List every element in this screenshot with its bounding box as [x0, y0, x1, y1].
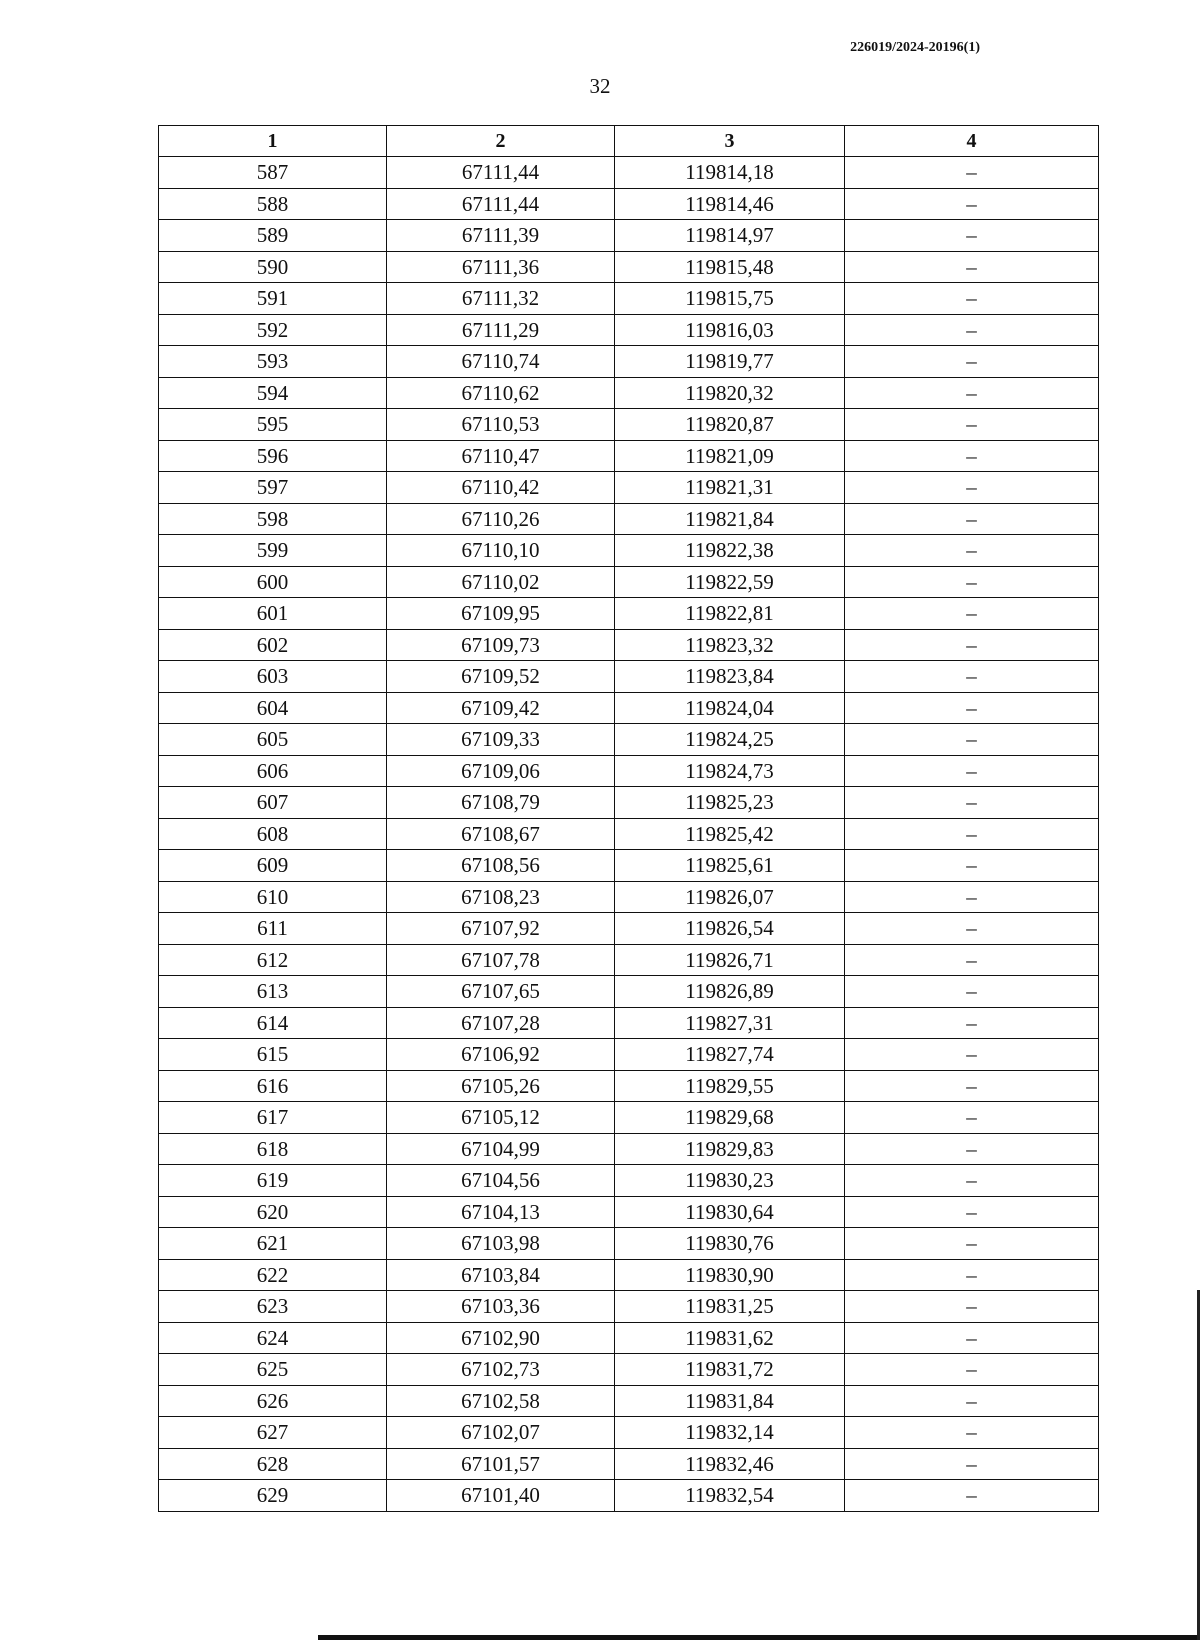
table-row	[159, 220, 1099, 252]
note-cell: –	[845, 566, 1099, 598]
x-coordinate-cell: 67110,02	[387, 566, 615, 598]
point-number-cell: 615	[159, 1039, 387, 1071]
table-row	[159, 1102, 1099, 1134]
point-number-cell: 623	[159, 1291, 387, 1323]
x-coordinate-cell: 67107,78	[387, 944, 615, 976]
x-coordinate-cell: 67103,84	[387, 1259, 615, 1291]
table-row	[159, 1448, 1099, 1480]
note-cell: –	[845, 661, 1099, 693]
y-coordinate-cell: 119827,31	[615, 1007, 845, 1039]
column-header: 4	[845, 126, 1099, 157]
y-coordinate-cell: 119826,71	[615, 944, 845, 976]
y-coordinate-cell: 119829,68	[615, 1102, 845, 1134]
table-row	[159, 850, 1099, 882]
note-cell: –	[845, 881, 1099, 913]
point-number-cell: 624	[159, 1322, 387, 1354]
point-number-cell: 604	[159, 692, 387, 724]
y-coordinate-cell: 119832,54	[615, 1480, 845, 1512]
x-coordinate-cell: 67110,26	[387, 503, 615, 535]
x-coordinate-cell: 67102,90	[387, 1322, 615, 1354]
note-cell: –	[845, 598, 1099, 630]
point-number-cell: 627	[159, 1417, 387, 1449]
y-coordinate-cell: 119824,04	[615, 692, 845, 724]
point-number-cell: 618	[159, 1133, 387, 1165]
point-number-cell: 603	[159, 661, 387, 693]
point-number-cell: 611	[159, 913, 387, 945]
x-coordinate-cell: 67109,73	[387, 629, 615, 661]
y-coordinate-cell: 119815,48	[615, 251, 845, 283]
table-row	[159, 598, 1099, 630]
table-row	[159, 787, 1099, 819]
point-number-cell: 599	[159, 535, 387, 567]
point-number-cell: 626	[159, 1385, 387, 1417]
point-number-cell: 598	[159, 503, 387, 535]
table-body	[159, 157, 1099, 1512]
coordinates-table	[158, 125, 1099, 1512]
point-number-cell: 602	[159, 629, 387, 661]
x-coordinate-cell: 67110,62	[387, 377, 615, 409]
table-row	[159, 346, 1099, 378]
table-row	[159, 1417, 1099, 1449]
y-coordinate-cell: 119820,32	[615, 377, 845, 409]
note-cell: –	[845, 314, 1099, 346]
point-number-cell: 589	[159, 220, 387, 252]
note-cell: –	[845, 1291, 1099, 1323]
y-coordinate-cell: 119819,77	[615, 346, 845, 378]
point-number-cell: 609	[159, 850, 387, 882]
note-cell: –	[845, 283, 1099, 315]
x-coordinate-cell: 67109,33	[387, 724, 615, 756]
table-row	[159, 755, 1099, 787]
point-number-cell: 606	[159, 755, 387, 787]
note-cell: –	[845, 188, 1099, 220]
x-coordinate-cell: 67102,07	[387, 1417, 615, 1449]
x-coordinate-cell: 67103,36	[387, 1291, 615, 1323]
table-row	[159, 251, 1099, 283]
x-coordinate-cell: 67107,92	[387, 913, 615, 945]
table-row	[159, 818, 1099, 850]
note-cell: –	[845, 1228, 1099, 1260]
y-coordinate-cell: 119823,84	[615, 661, 845, 693]
y-coordinate-cell: 119821,09	[615, 440, 845, 472]
table-row	[159, 692, 1099, 724]
x-coordinate-cell: 67111,44	[387, 157, 615, 189]
point-number-cell: 610	[159, 881, 387, 913]
point-number-cell: 596	[159, 440, 387, 472]
x-coordinate-cell: 67109,06	[387, 755, 615, 787]
note-cell: –	[845, 1039, 1099, 1071]
x-coordinate-cell: 67109,42	[387, 692, 615, 724]
x-coordinate-cell: 67111,32	[387, 283, 615, 315]
note-cell: –	[845, 629, 1099, 661]
x-coordinate-cell: 67110,74	[387, 346, 615, 378]
y-coordinate-cell: 119814,46	[615, 188, 845, 220]
y-coordinate-cell: 119815,75	[615, 283, 845, 315]
point-number-cell: 588	[159, 188, 387, 220]
point-number-cell: 592	[159, 314, 387, 346]
table-row	[159, 314, 1099, 346]
table-row	[159, 1322, 1099, 1354]
y-coordinate-cell: 119816,03	[615, 314, 845, 346]
table-row	[159, 913, 1099, 945]
y-coordinate-cell: 119822,81	[615, 598, 845, 630]
table-row	[159, 566, 1099, 598]
x-coordinate-cell: 67101,57	[387, 1448, 615, 1480]
y-coordinate-cell: 119822,38	[615, 535, 845, 567]
x-coordinate-cell: 67102,58	[387, 1385, 615, 1417]
point-number-cell: 613	[159, 976, 387, 1008]
note-cell: –	[845, 1007, 1099, 1039]
y-coordinate-cell: 119826,54	[615, 913, 845, 945]
note-cell: –	[845, 1196, 1099, 1228]
note-cell: –	[845, 377, 1099, 409]
x-coordinate-cell: 67110,53	[387, 409, 615, 441]
table-row	[159, 1259, 1099, 1291]
note-cell: –	[845, 220, 1099, 252]
table-row	[159, 188, 1099, 220]
table-row	[159, 283, 1099, 315]
y-coordinate-cell: 119831,25	[615, 1291, 845, 1323]
point-number-cell: 593	[159, 346, 387, 378]
table-row	[159, 1354, 1099, 1386]
table-row	[159, 409, 1099, 441]
point-number-cell: 625	[159, 1354, 387, 1386]
note-cell: –	[845, 503, 1099, 535]
point-number-cell: 629	[159, 1480, 387, 1512]
x-coordinate-cell: 67104,99	[387, 1133, 615, 1165]
x-coordinate-cell: 67105,26	[387, 1070, 615, 1102]
y-coordinate-cell: 119824,73	[615, 755, 845, 787]
scan-bottom-edge	[318, 1635, 1200, 1640]
point-number-cell: 622	[159, 1259, 387, 1291]
y-coordinate-cell: 119830,64	[615, 1196, 845, 1228]
x-coordinate-cell: 67104,56	[387, 1165, 615, 1197]
x-coordinate-cell: 67108,67	[387, 818, 615, 850]
y-coordinate-cell: 119832,14	[615, 1417, 845, 1449]
point-number-cell: 628	[159, 1448, 387, 1480]
point-number-cell: 601	[159, 598, 387, 630]
y-coordinate-cell: 119831,84	[615, 1385, 845, 1417]
y-coordinate-cell: 119820,87	[615, 409, 845, 441]
x-coordinate-cell: 67109,52	[387, 661, 615, 693]
note-cell: –	[845, 440, 1099, 472]
y-coordinate-cell: 119830,23	[615, 1165, 845, 1197]
y-coordinate-cell: 119832,46	[615, 1448, 845, 1480]
point-number-cell: 620	[159, 1196, 387, 1228]
table-row	[159, 472, 1099, 504]
x-coordinate-cell: 67109,95	[387, 598, 615, 630]
y-coordinate-cell: 119824,25	[615, 724, 845, 756]
x-coordinate-cell: 67110,10	[387, 535, 615, 567]
y-coordinate-cell: 119823,32	[615, 629, 845, 661]
note-cell: –	[845, 724, 1099, 756]
point-number-cell: 597	[159, 472, 387, 504]
table-row	[159, 629, 1099, 661]
note-cell: –	[845, 692, 1099, 724]
note-cell: –	[845, 1448, 1099, 1480]
x-coordinate-cell: 67111,39	[387, 220, 615, 252]
table-row	[159, 535, 1099, 567]
x-coordinate-cell: 67102,73	[387, 1354, 615, 1386]
point-number-cell: 605	[159, 724, 387, 756]
table-row	[159, 944, 1099, 976]
y-coordinate-cell: 119822,59	[615, 566, 845, 598]
y-coordinate-cell: 119825,61	[615, 850, 845, 882]
table-row	[159, 503, 1099, 535]
table-row	[159, 1007, 1099, 1039]
table-row	[159, 1385, 1099, 1417]
point-number-cell: 614	[159, 1007, 387, 1039]
x-coordinate-cell: 67111,36	[387, 251, 615, 283]
note-cell: –	[845, 535, 1099, 567]
note-cell: –	[845, 1480, 1099, 1512]
note-cell: –	[845, 1165, 1099, 1197]
table-row	[159, 377, 1099, 409]
note-cell: –	[845, 157, 1099, 189]
y-coordinate-cell: 119826,89	[615, 976, 845, 1008]
table-row	[159, 440, 1099, 472]
point-number-cell: 617	[159, 1102, 387, 1134]
y-coordinate-cell: 119829,55	[615, 1070, 845, 1102]
table-row	[159, 1165, 1099, 1197]
point-number-cell: 612	[159, 944, 387, 976]
x-coordinate-cell: 67103,98	[387, 1228, 615, 1260]
note-cell: –	[845, 472, 1099, 504]
x-coordinate-cell: 67107,28	[387, 1007, 615, 1039]
x-coordinate-cell: 67105,12	[387, 1102, 615, 1134]
y-coordinate-cell: 119825,42	[615, 818, 845, 850]
note-cell: –	[845, 913, 1099, 945]
x-coordinate-cell: 67110,42	[387, 472, 615, 504]
document-id: 226019/2024-20196(1)	[850, 40, 980, 55]
column-header: 2	[387, 126, 615, 157]
table-row	[159, 1480, 1099, 1512]
y-coordinate-cell: 119821,84	[615, 503, 845, 535]
table-row	[159, 1070, 1099, 1102]
note-cell: –	[845, 346, 1099, 378]
point-number-cell: 591	[159, 283, 387, 315]
note-cell: –	[845, 1385, 1099, 1417]
y-coordinate-cell: 119814,97	[615, 220, 845, 252]
x-coordinate-cell: 67106,92	[387, 1039, 615, 1071]
note-cell: –	[845, 1259, 1099, 1291]
note-cell: –	[845, 944, 1099, 976]
x-coordinate-cell: 67111,29	[387, 314, 615, 346]
y-coordinate-cell: 119827,74	[615, 1039, 845, 1071]
x-coordinate-cell: 67110,47	[387, 440, 615, 472]
point-number-cell: 590	[159, 251, 387, 283]
y-coordinate-cell: 119826,07	[615, 881, 845, 913]
note-cell: –	[845, 1417, 1099, 1449]
table-header-row	[159, 126, 1099, 157]
note-cell: –	[845, 251, 1099, 283]
point-number-cell: 608	[159, 818, 387, 850]
note-cell: –	[845, 850, 1099, 882]
note-cell: –	[845, 1133, 1099, 1165]
table-row	[159, 1228, 1099, 1260]
table-row	[159, 1291, 1099, 1323]
x-coordinate-cell: 67107,65	[387, 976, 615, 1008]
table-row	[159, 1133, 1099, 1165]
note-cell: –	[845, 1354, 1099, 1386]
point-number-cell: 619	[159, 1165, 387, 1197]
note-cell: –	[845, 818, 1099, 850]
page-number: 32	[589, 74, 611, 98]
y-coordinate-cell: 119831,62	[615, 1322, 845, 1354]
x-coordinate-cell: 67108,79	[387, 787, 615, 819]
table-row	[159, 881, 1099, 913]
point-number-cell: 594	[159, 377, 387, 409]
table-row	[159, 157, 1099, 189]
x-coordinate-cell: 67101,40	[387, 1480, 615, 1512]
y-coordinate-cell: 119814,18	[615, 157, 845, 189]
point-number-cell: 621	[159, 1228, 387, 1260]
note-cell: –	[845, 1070, 1099, 1102]
column-header: 3	[615, 126, 845, 157]
note-cell: –	[845, 409, 1099, 441]
table-row	[159, 1196, 1099, 1228]
table-row	[159, 724, 1099, 756]
y-coordinate-cell: 119830,90	[615, 1259, 845, 1291]
table-row	[159, 661, 1099, 693]
note-cell: –	[845, 1102, 1099, 1134]
point-number-cell: 616	[159, 1070, 387, 1102]
y-coordinate-cell: 119830,76	[615, 1228, 845, 1260]
note-cell: –	[845, 1322, 1099, 1354]
point-number-cell: 587	[159, 157, 387, 189]
column-header: 1	[159, 126, 387, 157]
point-number-cell: 600	[159, 566, 387, 598]
note-cell: –	[845, 976, 1099, 1008]
x-coordinate-cell: 67108,23	[387, 881, 615, 913]
table-row	[159, 1039, 1099, 1071]
y-coordinate-cell: 119825,23	[615, 787, 845, 819]
note-cell: –	[845, 755, 1099, 787]
x-coordinate-cell: 67108,56	[387, 850, 615, 882]
point-number-cell: 607	[159, 787, 387, 819]
note-cell: –	[845, 787, 1099, 819]
x-coordinate-cell: 67111,44	[387, 188, 615, 220]
table-row	[159, 976, 1099, 1008]
x-coordinate-cell: 67104,13	[387, 1196, 615, 1228]
y-coordinate-cell: 119831,72	[615, 1354, 845, 1386]
point-number-cell: 595	[159, 409, 387, 441]
y-coordinate-cell: 119821,31	[615, 472, 845, 504]
y-coordinate-cell: 119829,83	[615, 1133, 845, 1165]
